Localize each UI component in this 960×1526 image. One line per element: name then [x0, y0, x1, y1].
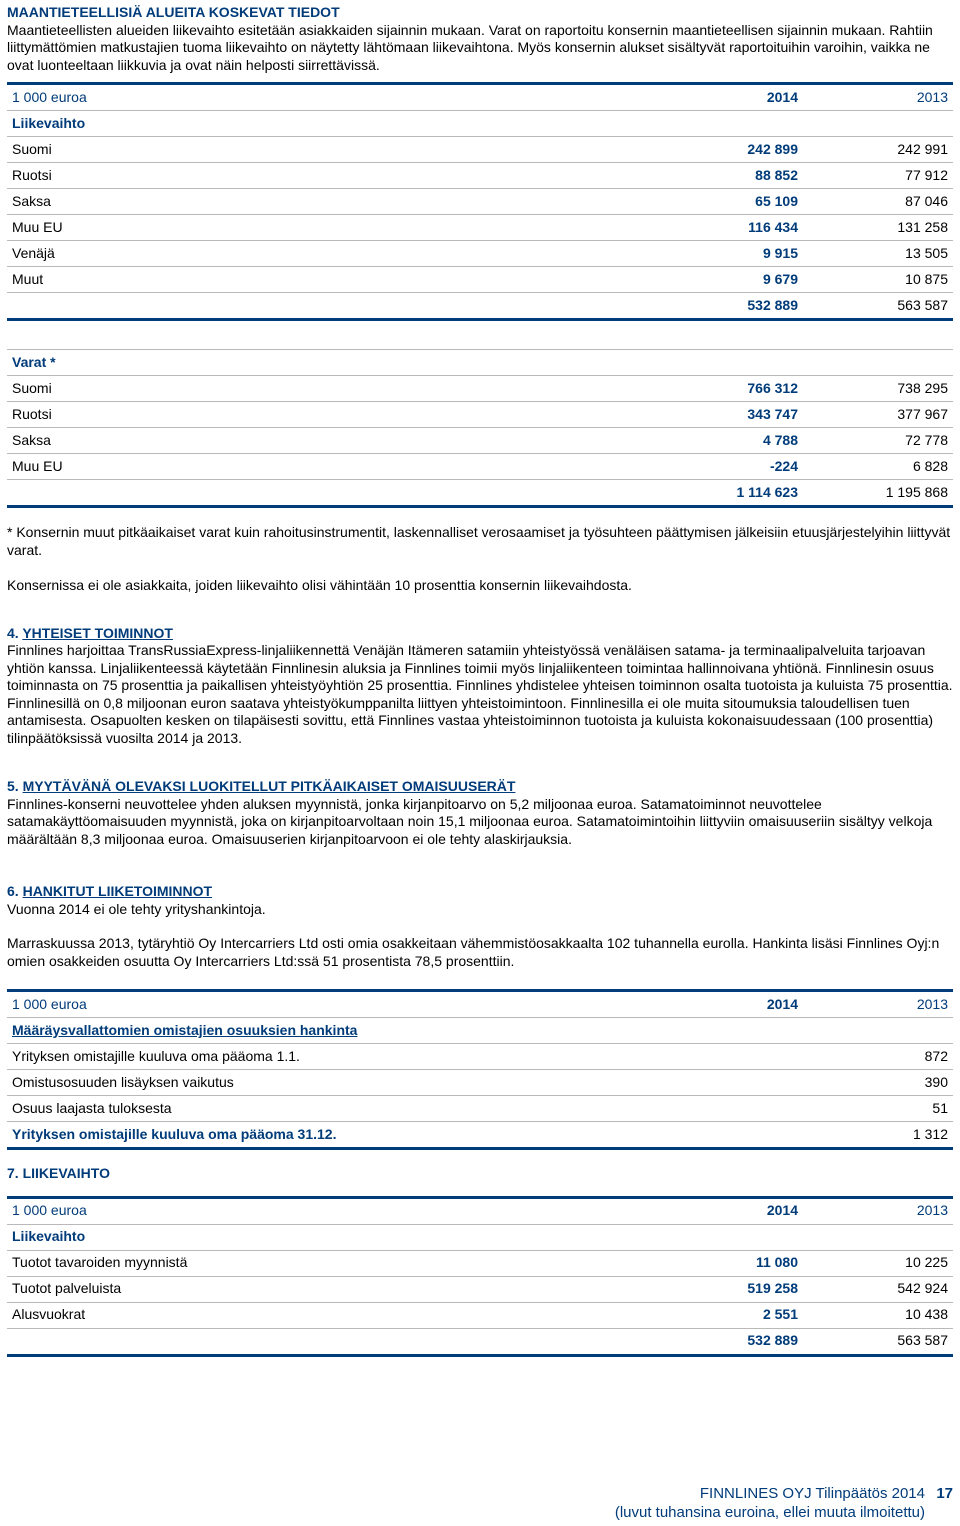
value-2014: 9 679 [567, 267, 803, 293]
total-row [7, 293, 953, 320]
value-2014: 11 080 [567, 1250, 803, 1276]
section-5-title [7, 778, 953, 796]
value-2013: 542 924 [803, 1276, 953, 1302]
value-2014 [567, 1096, 803, 1122]
total-2014: 532 889 [567, 293, 803, 320]
value-2014: 2 551 [567, 1302, 803, 1328]
table-row [7, 215, 953, 241]
total-2013: 563 587 [803, 1328, 953, 1355]
section-4-text: Finnlines harjoittaa TransRussiaExpress-linjaliikennettä Venäjän Itämeren satamiin yhteistyössä venäläisen satama- ja terminaalipalveluita tarjoavan yhtiön kanssa. Linjaliikenteessä käytetään Finnlinesin aluksia ja Finnlines toimii myös linjaliikenteen toimintaa hallinnoivana yhtiönä. Finnlinesin osuus toiminnasta on 75 prosenttia ja paikallisen yhteistyöyhtiön 25 prosenttia. Finnlines yhdistelee yhteisen toiminnon osalta tuotoista ja kuluista 75 prosenttia. Finnlinesillä on 0,8 miljoonan euron saatava yhteistyökumppanilta liittyen yhteistoimintoon. Finnlinesilla ei ole muita sitoumuksia taloudellisen tuen antamisesta. Osapuolten kesken on tilapäisesti sovittu, että Finnlines vastaa yhteistoiminnon tuotoista ja kuluista kokonaisuudessaan (100 prosenttia) tilinpäätöksissä vuosilta 2014 ja 2013. [7, 642, 953, 746]
value-2013: 72 778 [803, 428, 953, 454]
unit-label: 1 000 euroa [7, 1197, 567, 1224]
value-2014: 116 434 [567, 215, 803, 241]
section-title: Määräysvallattomien omistajien osuuksien hankinta [12, 1021, 358, 1038]
section-heading: YHTEISET TOIMINNOT [22, 624, 173, 641]
total-2014: 1 114 623 [567, 480, 803, 507]
table-header-row [7, 991, 953, 1018]
section-row [7, 1018, 953, 1044]
total-2014 [567, 1122, 803, 1149]
table-row [7, 402, 953, 428]
geo-table [7, 82, 953, 508]
section-number: 7. [7, 1165, 19, 1181]
value-2014: 9 915 [567, 241, 803, 267]
table-row [7, 241, 953, 267]
year-2013: 2013 [803, 84, 953, 111]
section-heading: LIIKEVAIHTO [22, 1165, 110, 1181]
value-2013: 390 [803, 1070, 953, 1096]
table-row [7, 189, 953, 215]
value-2014: 88 852 [567, 163, 803, 189]
unit-label: 1 000 euroa [7, 991, 567, 1018]
table-row [7, 1302, 953, 1328]
row-label: Muut [7, 267, 567, 293]
table-row [7, 1096, 953, 1122]
row-label: Yrityksen omistajille kuuluva oma pääoma 1.1. [7, 1044, 567, 1070]
row-label: Osuus laajasta tuloksesta [7, 1096, 567, 1122]
value-2014: 519 258 [567, 1276, 803, 1302]
value-2013: 77 912 [803, 163, 953, 189]
value-2013: 872 [803, 1044, 953, 1070]
total-row [7, 1328, 953, 1355]
value-2013: 242 991 [803, 137, 953, 163]
section-5-text: Finnlines-konserni neuvottelee yhden aluksen myynnistä, jonka kirjanpitoarvo on 5,2 miljoonaa euroa. Satamatoiminnot neuvottelee satamakäyttöomaisuuden myynnistä, joka on kirjanpitoarvoltaan noin 15,1 miljoonaa euroa. Satamatoimintoihin liittyviin omaisuuseriin sisältyy velkoja määrältään 8,3 miljoonaa euroa. Omaisuuserien kirjanpitoarvoon ei ole tehty alaskirjauksia. [7, 795, 933, 847]
section-title: Varat * [7, 350, 567, 376]
acquisition-table [7, 989, 953, 1150]
section-title: Liikevaihto [7, 1224, 567, 1250]
section-row [7, 350, 953, 376]
unit-label: 1 000 euroa [7, 84, 567, 111]
row-label: Muu EU [7, 215, 567, 241]
row-label: Omistusosuuden lisäyksen vaikutus [7, 1070, 567, 1096]
value-2013: 51 [803, 1096, 953, 1122]
total-2013: 1 195 868 [803, 480, 953, 507]
section-row [7, 111, 953, 137]
section-heading: HANKITUT LIIKETOIMINNOT [22, 883, 213, 899]
row-label: Tuotot tavaroiden myynnistä [7, 1250, 567, 1276]
page [7, 4, 953, 1357]
total-2013: 1 312 [803, 1122, 953, 1149]
row-label: Muu EU [7, 454, 567, 480]
section-title: Liikevaihto [7, 111, 567, 137]
value-2014: 766 312 [567, 376, 803, 402]
table-row [7, 137, 953, 163]
page-footer [615, 1484, 953, 1522]
section-6-text: Vuonna 2014 ei ole tehty yrityshankintoja. [7, 900, 266, 917]
row-label: Venäjä [7, 241, 567, 267]
footnote: * Konsernin muut pitkäaikaiset varat kuin rahoitusinstrumentit, laskennalliset verosaamiset ja työsuhteen päättymisen jälkeisiin etuusjärjestelyihin liittyvät varat. [7, 524, 951, 558]
value-2014: 65 109 [567, 189, 803, 215]
table-row [7, 454, 953, 480]
footer-note: (luvut tuhansina euroina, ellei muuta ilmoitettu) [614, 1504, 925, 1521]
table-row [7, 267, 953, 293]
table-row [7, 1044, 953, 1070]
intro-text: Maantieteellisten alueiden liikevaihto esitetään asiakkaiden sijainnin mukaan. Varat on raportoitu konsernin maantieteellisen sijainnin mukaan. Rahtiin liittymättömien matkustajien tuoma liikevaihto on näytetty lähtömaan liikevaihtona. Myös konsernin alukset sisältyvät raportoituihin varoihin, vaikka ne ovat luonteeltaan liikkuvia ja ovat näin helposti siirrettävissä. [7, 21, 933, 73]
value-2014: 242 899 [567, 137, 803, 163]
total-2013: 563 587 [803, 293, 953, 320]
value-2014 [567, 1070, 803, 1096]
value-2014: 4 788 [567, 428, 803, 454]
row-label: Saksa [7, 428, 567, 454]
row-label: Alusvuokrat [7, 1302, 567, 1328]
spacer-row [7, 320, 953, 350]
table-row [7, 428, 953, 454]
section-6-text-2: Marraskuussa 2013, tytäryhtiö Oy Intercarriers Ltd osti omia osakkeitaan vähemmistöosakkaalta 102 tuhannella eurolla. Hankinta lisäsi Finnlines Oyj:n omien osakkeiden osuutta Oy Intercarriers Ltd:ssä 51 prosentista 78,5 prosenttiin. [7, 935, 940, 969]
table-row [7, 1070, 953, 1096]
section-6-title [7, 883, 953, 901]
section-row [7, 1224, 953, 1250]
footer-title: FINNLINES OYJ Tilinpäätös 2014 [699, 1485, 925, 1502]
year-2014: 2014 [567, 84, 803, 111]
section-number: 5. [7, 778, 19, 794]
row-label: Ruotsi [7, 402, 567, 428]
value-2014: 343 747 [567, 402, 803, 428]
customer-note: Konsernissa ei ole asiakkaita, joiden liikevaihto olisi vähintään 10 prosenttia konsernin liikevaihdosta. [7, 577, 632, 593]
section-7-title [7, 1165, 953, 1183]
table-header-row [7, 1197, 953, 1224]
row-label: Ruotsi [7, 163, 567, 189]
intro-title: MAANTIETEELLISIÄ ALUEITA KOSKEVAT TIEDOT [7, 4, 340, 20]
value-2013: 87 046 [803, 189, 953, 215]
year-2014: 2014 [567, 1197, 803, 1224]
revenue-table [7, 1196, 953, 1357]
table-row [7, 163, 953, 189]
value-2014: -224 [567, 454, 803, 480]
total-row [7, 480, 953, 507]
row-label: Tuotot palveluista [7, 1276, 567, 1302]
year-2013: 2013 [803, 991, 953, 1018]
value-2014 [567, 1044, 803, 1070]
row-label: Saksa [7, 189, 567, 215]
value-2013: 10 225 [803, 1250, 953, 1276]
value-2013: 6 828 [803, 454, 953, 480]
value-2013: 10 875 [803, 267, 953, 293]
row-label: Suomi [7, 376, 567, 402]
value-2013: 377 967 [803, 402, 953, 428]
table-row [7, 1250, 953, 1276]
section-number: 4. [7, 624, 19, 641]
total-2014: 532 889 [567, 1328, 803, 1355]
section-4-title [7, 625, 953, 643]
value-2013: 13 505 [803, 241, 953, 267]
section-number: 6. [7, 883, 19, 899]
year-2013: 2013 [803, 1197, 953, 1224]
page-number: 17 [936, 1485, 953, 1502]
table-header-row [7, 84, 953, 111]
total-row [7, 1122, 953, 1149]
value-2013: 131 258 [803, 215, 953, 241]
value-2013: 738 295 [803, 376, 953, 402]
table-row [7, 1276, 953, 1302]
table-row [7, 376, 953, 402]
value-2013: 10 438 [803, 1302, 953, 1328]
row-label: Suomi [7, 137, 567, 163]
year-2014: 2014 [567, 991, 803, 1018]
section-heading: MYYTÄVÄNÄ OLEVAKSI LUOKITELLUT PITKÄAIKAISET OMAISUUSERÄT [22, 778, 516, 794]
total-label: Yrityksen omistajille kuuluva oma pääoma 31.12. [7, 1122, 567, 1149]
